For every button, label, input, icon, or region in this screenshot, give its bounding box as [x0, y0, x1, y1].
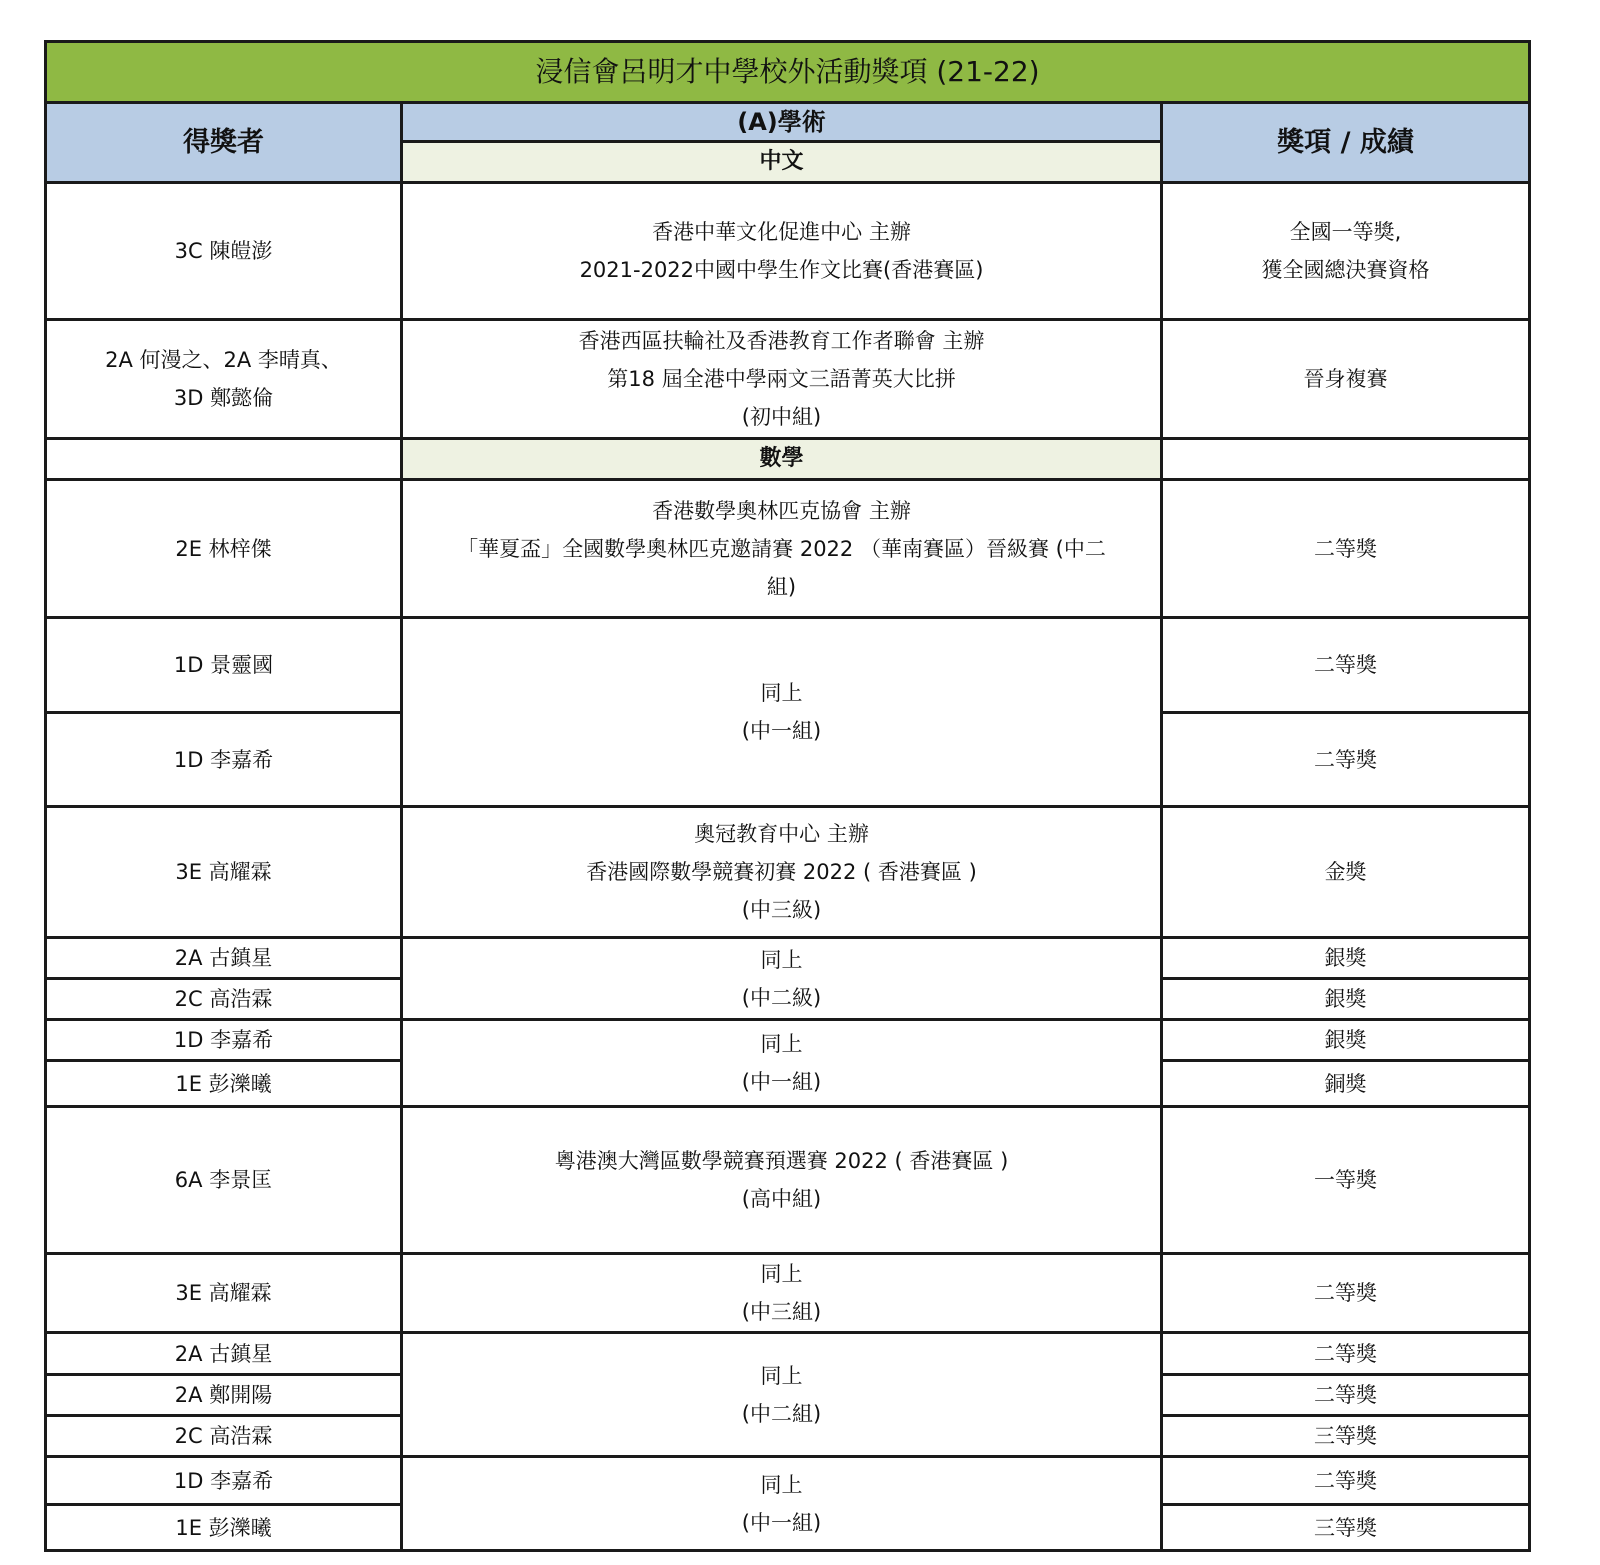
winner-name: 2A 何漫之、2A 李晴真、 — [105, 348, 342, 372]
award-text: 全國一等獎, — [1289, 220, 1402, 244]
winner-cell — [46, 938, 402, 979]
awards-table — [44, 40, 1531, 1552]
event-line: (中三級) — [741, 898, 822, 922]
event-line: 2021-2022中國中學生作文比賽(香港賽區) — [579, 258, 984, 282]
winner-cell — [46, 1107, 402, 1254]
winner-name: 3D 鄭懿倫 — [173, 386, 274, 410]
event-line: 香港中華文化促進中心 主辦 — [652, 220, 911, 244]
event-line: 香港數學奧林匹克協會 主辦 — [652, 498, 911, 523]
event-line: 奧冠教育中心 主辦 — [694, 822, 869, 846]
award-cell — [1162, 1457, 1530, 1505]
event-line: (中一組) — [741, 1070, 822, 1094]
table-row — [46, 183, 1530, 320]
category-row — [46, 439, 1530, 480]
award-text: 一等獎 — [1314, 1168, 1378, 1192]
winner-cell — [46, 1505, 402, 1551]
winner-name: 1E 彭濼曦 — [175, 1515, 272, 1540]
winner-cell — [46, 1020, 402, 1061]
event-cell — [402, 480, 1162, 618]
title-row — [46, 42, 1530, 103]
award-cell — [1162, 979, 1530, 1020]
event-cell — [402, 807, 1162, 938]
table-row — [46, 320, 1530, 439]
event-cell — [402, 1254, 1162, 1333]
table-row — [46, 1107, 1530, 1254]
winner-name: 1D 李嘉希 — [173, 1028, 274, 1052]
winner-name: 2A 古鎮星 — [174, 946, 273, 970]
table-row — [46, 807, 1530, 938]
event-line: 同上 — [760, 1472, 803, 1497]
award-text: 三等獎 — [1314, 1515, 1378, 1540]
event-line: (中二級) — [741, 985, 822, 1010]
winner-cell — [46, 979, 402, 1020]
table-row — [46, 1020, 1530, 1061]
award-cell — [1162, 320, 1530, 439]
award-text: 二等獎 — [1314, 653, 1378, 677]
award-cell — [1162, 1416, 1530, 1457]
event-line: (高中組) — [741, 1187, 822, 1211]
winner-cell — [46, 1375, 402, 1416]
table-row — [46, 1254, 1530, 1333]
header-award: 獎項 / 成績 — [1162, 103, 1530, 183]
award-text: 二等獎 — [1314, 747, 1378, 772]
event-line: 同上 — [760, 1032, 803, 1056]
winner-cell — [46, 1333, 402, 1375]
header-winner: 得獎者 — [46, 103, 402, 183]
event-line: 粵港澳大灣區數學競賽預選賽 2022 ( 香港賽區 ) — [554, 1149, 1009, 1173]
winner-name: 2C 高浩霖 — [174, 987, 273, 1011]
event-line: (中二組) — [741, 1401, 822, 1426]
winner-name: 1E 彭濼曦 — [175, 1071, 272, 1096]
award-cell — [1162, 1020, 1530, 1061]
event-cell — [402, 618, 1162, 807]
award-cell — [1162, 938, 1530, 979]
category-blank-cell — [46, 439, 402, 480]
winner-cell — [46, 183, 402, 320]
event-cell — [402, 1333, 1162, 1457]
event-cell — [402, 320, 1162, 439]
winner-name: 1D 李嘉希 — [173, 1468, 274, 1493]
event-cell — [402, 938, 1162, 1020]
award-text: 金獎 — [1324, 860, 1367, 884]
award-text: 銀獎 — [1324, 987, 1367, 1011]
event-line: (中一組) — [741, 1510, 822, 1535]
event-line: 同上 — [760, 681, 803, 705]
award-text: 二等獎 — [1314, 536, 1378, 561]
award-text: 二等獎 — [1314, 1341, 1378, 1366]
award-cell — [1162, 1375, 1530, 1416]
event-cell — [402, 1457, 1162, 1551]
winner-name: 2A 鄭開陽 — [174, 1383, 273, 1407]
award-cell — [1162, 1061, 1530, 1107]
award-text: 獲全國總決賽資格 — [1261, 258, 1430, 282]
winner-name: 3E 高耀霖 — [175, 860, 272, 884]
winner-name: 1D 李嘉希 — [173, 747, 274, 772]
event-line: 同上 — [760, 1363, 803, 1388]
event-line: 同上 — [760, 1262, 803, 1286]
award-cell — [1162, 1505, 1530, 1551]
winner-name: 6A 李景匡 — [174, 1168, 273, 1192]
winner-name: 3C 陳皚澎 — [174, 239, 273, 263]
header-row — [46, 103, 1530, 142]
event-line: 組) — [766, 574, 797, 599]
award-cell — [1162, 183, 1530, 320]
award-text: 二等獎 — [1314, 1281, 1378, 1305]
winner-name: 2E 林梓傑 — [175, 536, 272, 561]
award-text: 三等獎 — [1314, 1424, 1378, 1448]
event-line: 香港國際數學競賽初賽 2022 ( 香港賽區 ) — [586, 860, 977, 884]
winner-name: 2C 高浩霖 — [174, 1424, 273, 1448]
event-line: (中三組) — [741, 1300, 822, 1324]
event-line: 香港西區扶輪社及香港教育工作者聯會 主辦 — [578, 329, 985, 353]
award-text: 銀獎 — [1324, 946, 1367, 970]
award-text: 晉身複賽 — [1303, 367, 1388, 391]
winner-cell — [46, 1254, 402, 1333]
award-cell — [1162, 807, 1530, 938]
winner-name: 2A 古鎮星 — [174, 1341, 273, 1366]
winner-name: 3E 高耀霖 — [175, 1281, 272, 1305]
table-row — [46, 480, 1530, 618]
award-text: 二等獎 — [1314, 1468, 1378, 1493]
award-cell — [1162, 1333, 1530, 1375]
event-cell — [402, 1107, 1162, 1254]
winner-cell — [46, 713, 402, 807]
header-section: (A)學術 — [402, 103, 1162, 142]
event-line: 同上 — [760, 947, 803, 972]
award-cell — [1162, 713, 1530, 807]
winner-cell — [46, 1061, 402, 1107]
event-line: (初中組) — [741, 405, 822, 429]
award-cell — [1162, 618, 1530, 713]
winner-name: 1D 景靈國 — [173, 653, 274, 677]
table-row — [46, 1457, 1530, 1505]
event-line: (中一組) — [741, 719, 822, 743]
winner-cell — [46, 807, 402, 938]
category-math: 數學 — [402, 439, 1162, 480]
table-row — [46, 938, 1530, 979]
winner-cell — [46, 320, 402, 439]
winner-cell — [46, 618, 402, 713]
award-cell — [1162, 1107, 1530, 1254]
category-chinese: 中文 — [402, 142, 1162, 183]
award-text: 銀獎 — [1324, 1028, 1367, 1052]
event-line: 「華夏盃」全國數學奧林匹克邀請賽 2022 （華南賽區）晉級賽 (中二 — [457, 536, 1106, 561]
event-line: 第18 屆全港中學兩文三語菁英大比拼 — [607, 367, 956, 391]
event-cell — [402, 1020, 1162, 1107]
winner-cell — [46, 1457, 402, 1505]
award-cell — [1162, 480, 1530, 618]
table-row — [46, 618, 1530, 713]
award-text: 二等獎 — [1314, 1383, 1378, 1407]
winner-cell — [46, 480, 402, 618]
table-title: 浸信會呂明才中學校外活動獎項 (21-22) — [46, 42, 1530, 103]
award-cell — [1162, 1254, 1530, 1333]
winner-cell — [46, 1416, 402, 1457]
category-blank-cell — [1162, 439, 1530, 480]
award-text: 銅獎 — [1324, 1071, 1367, 1096]
event-cell — [402, 183, 1162, 320]
table-row — [46, 1333, 1530, 1375]
